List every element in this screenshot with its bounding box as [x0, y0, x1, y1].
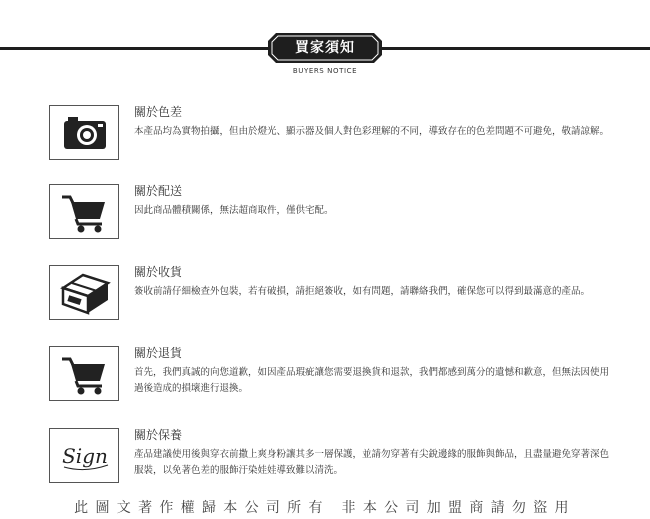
- header-rule-left: [0, 47, 268, 50]
- item-title: 關於色差: [134, 105, 183, 119]
- page-subtitle: BUYERS NOTICE: [292, 67, 358, 75]
- copyright-notice: 此圖文著作權歸本公司所有 非本公司加盟商請勿盜用: [74, 500, 576, 516]
- item-title: 關於退貨: [134, 346, 183, 360]
- page-title: 買家須知: [295, 40, 355, 56]
- sign-text: Sign: [62, 444, 108, 468]
- item-body: 產品建議使用後與穿衣前撒上爽身粉讓其多一層保護，並請勿穿著有尖銳邊緣的服飾與飾品，且盡量避免穿著深色服裝，以免著色差的服飾汙染娃娃導致難以清洗。: [134, 449, 610, 476]
- shopping-cart-icon: [49, 184, 119, 239]
- package-box-icon: [49, 265, 119, 320]
- item-title: 關於收貨: [134, 265, 183, 279]
- item-title: 關於保養: [134, 428, 183, 442]
- notice-item-color: [0, 105, 650, 165]
- item-body: 簽收前請仔細檢查外包裝，若有破損，請拒絕簽收，如有問題，請聯絡我們，確保您可以得到最滿意的產品。: [134, 286, 591, 297]
- item-title: 關於配送: [134, 184, 183, 198]
- title-badge: [268, 33, 382, 63]
- sign-icon: [49, 428, 119, 483]
- shopping-cart-icon: [49, 346, 119, 401]
- header-rule-right: [382, 47, 650, 50]
- camera-icon: [49, 105, 119, 160]
- notice-item-delivery: [0, 184, 650, 244]
- notice-item-care: [0, 428, 650, 488]
- item-body: 因此商品體積關係，無法超商取件，僅供宅配。: [134, 205, 334, 216]
- notice-header: [0, 28, 650, 80]
- item-body: 首先，我們真誠的向您道歉，如因產品瑕疵讓您需要退換貨和退款，我們都感到萬分的遺憾和歉意，但無法因使用過後造成的損壞進行退換。: [134, 367, 610, 394]
- notice-item-receiving: [0, 265, 650, 325]
- notice-item-returns: [0, 346, 650, 406]
- item-body: 本產品均為實物拍攝，但由於燈光、顯示器及個人對色彩理解的不同，導致存在的色差問題不可避免，敬請諒解。: [134, 126, 610, 137]
